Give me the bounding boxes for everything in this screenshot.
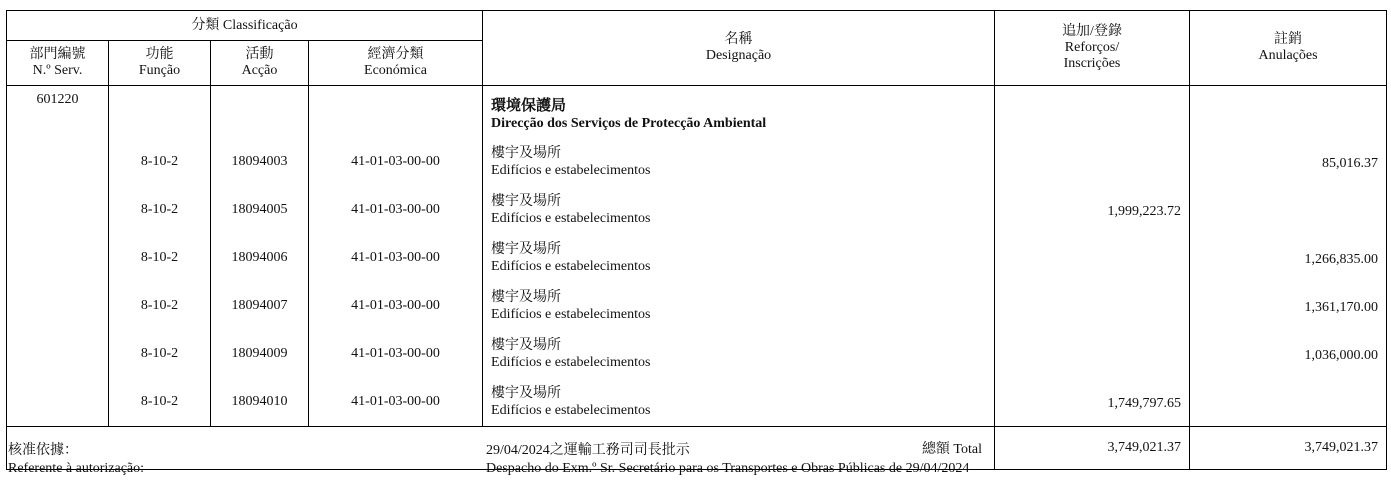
designation-pt: Edifícios e estabelecimentos: [491, 307, 651, 322]
economic-header: [309, 41, 483, 86]
reforcos-header: [995, 11, 1190, 86]
reforcos-cell: [995, 330, 1190, 378]
authorization-text: [486, 442, 969, 478]
total-reforcos: 3,749,021.37: [995, 427, 1190, 470]
entity-name-pt: Direcção dos Serviços de Protecção Ambiental: [491, 116, 767, 131]
action-cell: 18094010: [211, 378, 309, 427]
anulacoes-header-zh: 註銷: [1274, 32, 1303, 47]
dept-code: 601220: [7, 86, 109, 427]
designation-zh: 樓宇及場所: [491, 386, 562, 401]
designation-pt: Edifícios e estabelecimentos: [491, 211, 651, 226]
economic-cell: 41-01-03-00-00: [309, 138, 483, 186]
designation-cell: [483, 234, 995, 282]
reforcos-header-pt2: Inscrições: [1063, 56, 1121, 71]
authorization-label: [8, 442, 144, 478]
table-row: [7, 234, 1387, 282]
dept-number-header-pt: N.º Serv.: [32, 63, 83, 78]
function-header-pt: Função: [138, 63, 181, 78]
action-cell: 18094003: [211, 138, 309, 186]
designation-zh: 樓宇及場所: [491, 146, 562, 161]
action-cell: 18094006: [211, 234, 309, 282]
authorization-label-pt: Referente à autorização:: [8, 461, 145, 476]
authorization-label-zh: 核准依據：: [8, 443, 78, 458]
designation-zh: 樓宇及場所: [491, 338, 562, 353]
function-header: [109, 41, 211, 86]
reforcos-header-zh: 追加/登錄: [1062, 24, 1122, 39]
anulacoes-cell: [1190, 186, 1387, 234]
table-row: [7, 186, 1387, 234]
authorization-text-pt: Despacho do Exm.º Sr. Secretário para os Transportes e Obras Públicas de 29/04/2024: [486, 461, 970, 476]
table-row: [7, 378, 1387, 427]
designation-zh: 樓宇及場所: [491, 242, 562, 257]
economic-cell: 41-01-03-00-00: [309, 378, 483, 427]
table-row: [7, 138, 1387, 186]
action-cell: 18094009: [211, 330, 309, 378]
designation-header-pt: Designação: [705, 48, 772, 63]
designation-zh: 樓宇及場所: [491, 290, 562, 305]
function-cell: 8-10-2: [109, 330, 211, 378]
authorization-text-zh: 29/04/2024之運輸工務司司長批示: [486, 443, 690, 458]
anulacoes-cell: 85,016.37: [1190, 138, 1387, 186]
function-cell: 8-10-2: [109, 138, 211, 186]
entity-row: [7, 86, 1387, 139]
function-cell: 8-10-2: [109, 378, 211, 427]
anulacoes-cell: 1,361,170.00: [1190, 282, 1387, 330]
action-cell: 18094005: [211, 186, 309, 234]
action-cell: 18094007: [211, 282, 309, 330]
designation-cell: [483, 378, 995, 427]
function-cell: 8-10-2: [109, 282, 211, 330]
table-row: [7, 282, 1387, 330]
economic-cell: 41-01-03-00-00: [309, 234, 483, 282]
economic-cell: 41-01-03-00-00: [309, 330, 483, 378]
dept-number-header: [7, 41, 109, 86]
entity-name-zh: 環境保護局: [491, 98, 567, 114]
total-label: 總額 Total: [7, 427, 995, 470]
entity-designation: [483, 86, 995, 139]
reforcos-cell: 1,999,223.72: [995, 186, 1190, 234]
anulacoes-header: [1190, 11, 1387, 86]
classification-label: 分類 Classificação: [191, 17, 298, 33]
designation-pt: Edifícios e estabelecimentos: [491, 163, 651, 178]
function-cell: 8-10-2: [109, 186, 211, 234]
budget-document: [6, 10, 1386, 470]
reforcos-cell: [995, 234, 1190, 282]
designation-pt: Edifícios e estabelecimentos: [491, 259, 651, 274]
economic-header-pt: Económica: [364, 63, 427, 78]
designation-pt: Edifícios e estabelecimentos: [491, 403, 651, 418]
reforcos-cell: [995, 138, 1190, 186]
anulacoes-header-pt: Anulações: [1258, 48, 1318, 63]
action-header-zh: 活動: [245, 47, 274, 62]
total-anulacoes: 3,749,021.37: [1190, 427, 1387, 470]
function-cell: 8-10-2: [109, 234, 211, 282]
designation-cell: [483, 330, 995, 378]
designation-zh: 樓宇及場所: [491, 194, 562, 209]
designation-header: [483, 11, 995, 86]
designation-cell: [483, 186, 995, 234]
designation-header-zh: 名稱: [724, 32, 753, 47]
reforcos-cell: [995, 282, 1190, 330]
designation-pt: Edifícios e estabelecimentos: [491, 355, 651, 370]
designation-cell: [483, 282, 995, 330]
economic-cell: 41-01-03-00-00: [309, 186, 483, 234]
classification-header: [7, 11, 483, 41]
anulacoes-cell: 1,266,835.00: [1190, 234, 1387, 282]
anulacoes-cell: 1,036,000.00: [1190, 330, 1387, 378]
reforcos-header-pt1: Reforços/: [1064, 40, 1120, 55]
function-header-zh: 功能: [145, 47, 174, 62]
economic-header-zh: 經濟分類: [367, 47, 424, 62]
dept-number-header-zh: 部門編號: [29, 47, 86, 62]
designation-cell: [483, 138, 995, 186]
economic-cell: 41-01-03-00-00: [309, 282, 483, 330]
anulacoes-cell: [1190, 378, 1387, 427]
reforcos-cell: 1,749,797.65: [995, 378, 1190, 427]
action-header-pt: Acção: [241, 63, 278, 78]
action-header: [211, 41, 309, 86]
budget-table: [6, 10, 1387, 470]
table-row: [7, 330, 1387, 378]
